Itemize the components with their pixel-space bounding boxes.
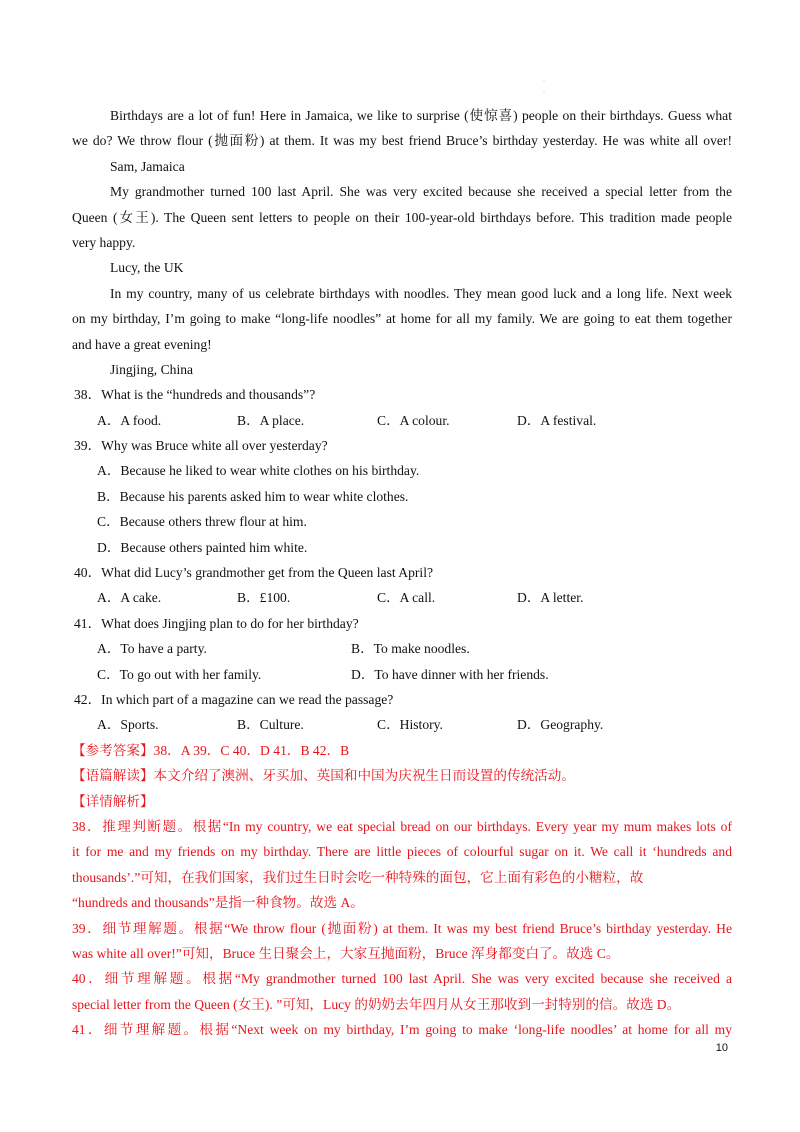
answer-line: it for me and my friends on my birthday. There are little pieces of colourful sugar on it. We call it ‘hundreds and xyxy=(72,844,732,860)
passage-line: Birthdays are a lot of fun! Here in Jamaica, we like to surprise (使惊喜) people on their birthdays. Guess what xyxy=(110,108,732,123)
answer-option: A．A food. xyxy=(97,412,162,428)
answer-line: 【参考答案】38．A 39．C 40．D 41．B 42．B xyxy=(72,742,350,758)
passage-line: and have a great evening! xyxy=(72,336,212,352)
question-stem: 40．What did Lucy’s grandmother get from the Queen last April? xyxy=(74,565,434,581)
answer-option: D．Geography. xyxy=(517,717,604,733)
option-row xyxy=(72,408,732,433)
question-stem: 42．In which part of a magazine can we read the passage? xyxy=(74,691,394,707)
answer-line: 41．细节理解题。根据“Next week on my birthday, I’m going to make ‘long-life noodles’ at home for all my xyxy=(72,1022,732,1038)
option-row xyxy=(72,712,732,737)
answer-option: C．A colour. xyxy=(377,412,450,428)
answer-option: B．£100. xyxy=(237,590,291,606)
answer-option: B．Culture. xyxy=(237,717,304,733)
answer-option: A．Sports. xyxy=(97,717,159,733)
answer-section xyxy=(72,738,732,1043)
answer-line: 39．细节理解题。根据“We throw flour (抛面粉) at them. It was my best friend Bruce’s birthday yesterday. He xyxy=(72,920,732,936)
passage-line: we do? We throw flour (抛面粉) at them. It was my best friend Bruce’s birthday yesterday. He was white all over! xyxy=(72,133,732,149)
answer-line: “hundreds and thousands”是指一种食物。故选 A。 xyxy=(72,895,364,911)
answer-option: B．To make noodles. xyxy=(351,641,470,657)
answer-option: C．History. xyxy=(377,717,443,733)
answer-line: special letter from the Queen (女王). ”可知，Lucy 的奶奶去年四月从女王那收到一封特别的信。故选 D。 xyxy=(72,996,681,1012)
answer-option: B．A place. xyxy=(237,412,305,428)
option-row xyxy=(72,585,732,610)
page-content xyxy=(72,103,732,1042)
passage-line: very happy. xyxy=(72,234,136,250)
answer-option: D．A letter. xyxy=(517,590,584,606)
answer-option: C．A call. xyxy=(377,590,436,606)
answer-line: 40．细节理解题。根据“My grandmother turned 100 last April. She was very excited because she received a xyxy=(72,971,732,987)
passage-line: My grandmother turned 100 last April. She was very excited because she received a special letter from the xyxy=(110,184,732,200)
option-row xyxy=(72,662,732,687)
answer-option: B．Because his parents asked him to wear white clothes. xyxy=(97,488,409,504)
passage-line: Lucy, the UK xyxy=(110,260,184,276)
passage-line: on my birthday, I’m going to make “long-life noodles” at home for all my family. We are going to eat them together xyxy=(72,311,732,327)
question-stem: 38．What is the “hundreds and thousands”? xyxy=(74,387,316,403)
answer-option: D．To have dinner with her friends. xyxy=(351,666,549,682)
question-stem: 39．Why was Bruce white all over yesterday? xyxy=(74,438,328,454)
passage-line: In my country, many of us celebrate birthdays with noodles. They mean good luck and a long life. Next week xyxy=(110,285,732,301)
answer-line: 【语篇解读】本文介绍了澳洲、牙买加、英国和中国为庆祝生日而设置的传统活动。 xyxy=(72,768,575,784)
answer-option: A．Because he liked to wear white clothes on his birthday. xyxy=(97,463,420,479)
page-number: 10 xyxy=(715,1042,728,1054)
header-marks: · · xyxy=(543,78,545,95)
answer-option: C．Because others threw flour at him. xyxy=(97,514,307,530)
answer-option: C．To go out with her family. xyxy=(97,666,262,682)
answer-option: D．Because others painted him white. xyxy=(97,539,308,555)
answer-line: 38．推理判断题。根据“In my country, we eat special bread on our birthdays. Every year my mum makes lots of xyxy=(72,818,732,834)
answer-option: A．To have a party. xyxy=(97,641,207,657)
reading-passage xyxy=(72,103,732,382)
answer-option: A．A cake. xyxy=(97,590,162,606)
answer-line: was white all over!”可知，Bruce 生日聚会上，大家互抛面粉，Bruce 浑身都变白了。故选 C。 xyxy=(72,945,620,961)
passage-line: Queen (女王). The Queen sent letters to people on their 100-year-old birthdays before. This tradition made people xyxy=(72,209,732,225)
question-stem: 41．What does Jingjing plan to do for her birthday? xyxy=(74,615,359,631)
answer-option: D．A festival. xyxy=(517,412,597,428)
passage-line: Sam, Jamaica xyxy=(110,158,185,174)
answer-line: thousands’.”可知，在我们国家，我们过生日时会吃一种特殊的面包，它上面有彩色的小糖粒，故 xyxy=(72,869,644,885)
answer-line: 【详情解析】 xyxy=(72,793,154,809)
option-row xyxy=(72,636,732,661)
question-list xyxy=(72,382,732,737)
passage-line: Jingjing, China xyxy=(110,361,194,377)
